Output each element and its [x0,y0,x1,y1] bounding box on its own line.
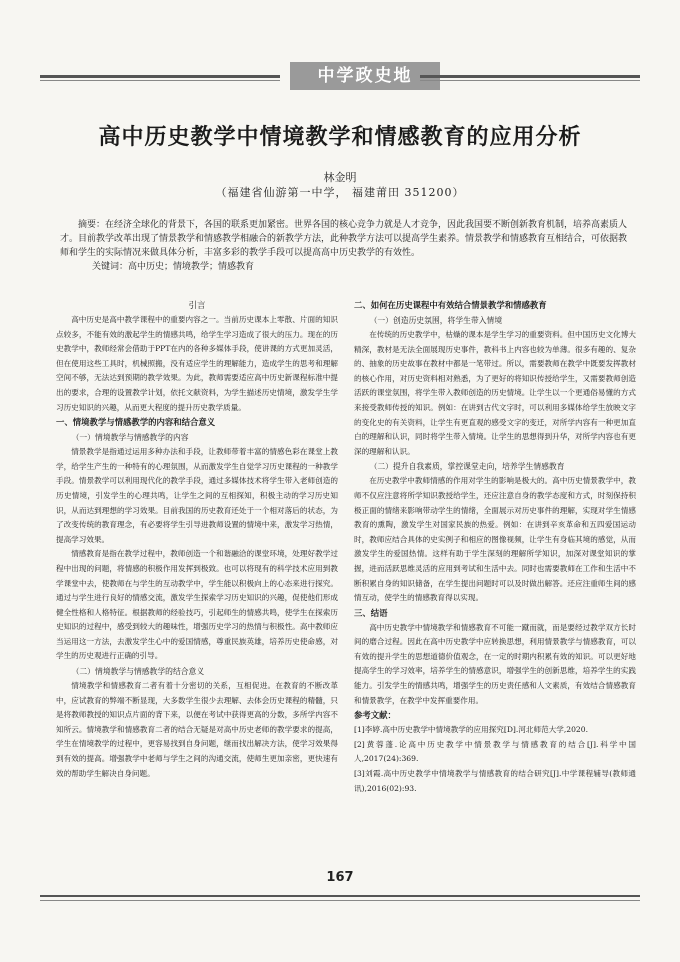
section-header [40,62,640,90]
abstract-block [60,218,630,274]
section-heading: 引言 [188,300,206,310]
page-number: 167 [326,870,354,885]
body-paragraph: 在传统的历史教学中，枯燥的课本是学生学习的重要资料。但中国历史文化博大精深，教材是无法全面展现历史事件，教科书上内容也较为单薄。很多有趣的、复杂的、抽象的历史故事在教材中都是一笔带过。所以，需要教师在教学中既要发挥教材的核心作用，对历史资料相对熟悉，为了更好的将知识传授给学生，又需要教师创造活跃的课堂氛围，将学生带入教师创造的历史情境。让学生以一个更通俗易懂的方式来接受教师传授的知识。例如：在讲到古代文字时，可以利用多媒体给学生放映文字的变化史的有关资料，让学生有更直观的感受文字的变迁，对所学内容有一种更加直白的理解和认识，同时将学生带入情境。让学生的思想得到升华，对所学内容也有更深的理解和认识。 [354,330,636,456]
section-tag: 中学政史地 [290,62,440,90]
reference-item: [1]李婷.高中历史教学中情境教学的应用探究[D].河北师范大学,2020. [354,725,588,735]
body-paragraph: 在历史教学中教师情感的作用对学生的影响是极大的。高中历史情景教学中，教师不仅应注意将所学知识教授给学生，还应注意自身的教学态度和方式，时刻保持积极正面的情绪来影响带动学生的情绪，全面展示对历史事件的理解，实现对学生情感教育的熏陶，激发学生对国家民族的热爱。例如：在讲到辛亥革命和五四爱国运动时，教师应结合具体的史实例子和相应的图像视频，让学生有身临其境的感觉，从而激发学生的爱国热情。这样有助于学生深刻的理解所学知识，加深对课堂知识的掌握，进而活跃思维灵活的应用到考试和生活中去。同时也需要教师在工作和生活中不断积累自身的知识储备，在学生提出问题时可以及时做出解答。还应注重师生间的感情互动，使学生的情感教育得以实现。 [354,476,636,603]
author-name: 林金明 [323,171,357,184]
author-affiliation: （福建省仙游第一中学， 福建莆田 351200） [215,186,465,199]
reference-item: [3]刘霞.高中历史教学中情境教学与情感教育的结合研究[J].中学课程辅导(教师通讯),2016(02):93. [354,769,636,793]
body-paragraph: 情景教学是指通过运用多种办法和手段，让教师带着丰富的情感色彩在课堂上教学，给学生产生的一种特有的心理氛围，从而激发学生自觉学习历史课程的一种教学手段。情景教学可以利用现代化的教学手段，通过多媒体技术将学生带入老师创造的历史情境，引发学生的心理共鸣，让学生之间的互相探知，积极主动的学习历史知识，从而达到理想的学习效果。目前我国的历史教育还处于一个相对落后的状态，为了改变传统的教育理念，有必要将学生引导进教师设置的情境中来，激发学习热情，提高学习效果。 [56,447,338,544]
subsection-heading: （二）提升自我素质，掌控课堂走向，培养学生情感教育 [369,462,565,472]
body-paragraph: 高中历史是高中教学课程中的重要内容之一。当前历史课本上零散、片面的知识点较多，不能有效的激起学生的情感共鸣，给学生学习造成了很大的压力。现在的历史教学中，教师经常会借助于PPT在内的各种多媒体手段，使讲课的方式更加灵活，但在使用这些工具时，机械照搬，没有适应学生的理解能力，造成学生的思考和理解空间不够，无法达到预期的教学效果。为此，教师需要适应高中历史新课程标准中提出的要求，合理的设置教学计划，依托文献资料，为学生描述历史情境，激发学生学习历史知识的兴趣，从而更大程度的提升历史教学质量。 [56,315,338,412]
abstract-text: 摘要：在经济全球化的背景下，各国的联系更加紧密。世界各国的核心竞争力就是人才竞争，因此我国要不断创新教育机制，培养高素质人才。目前教学改革出现了情景教学和情感教学相融合的新教学方法，此种教学方法可以提高学生素养。情景教学和情感教育互相结合，可依据教师和学生的实际情况来做具体分析，丰富多彩的教学手段可以提高高中历史教学的有效性。 [60,220,628,258]
section-heading: 三、结语 [354,607,388,618]
left-column [56,298,338,781]
right-column [354,298,636,796]
body-paragraph: 情境教学和情感教育二者有着十分密切的关系，互相促进。在教育的不断改革中，应试教育的弊端不断显现，大多数学生很少去理解、去体会历史课程的精髓，只是将教师教授的知识点片面的背下来，以便在考试中获得更高的分数，多所学内容不知所云。情境教学和情感教育二者的结合无疑是对高中历史老师的教学要求的提高，学生在情境教学的过程中，更容易找到自身问题，继而找出解决方法，使学习效果得到有效的提高。增强教学中老师与学生之间的沟通交流，使师生更加亲密，更快速有效的帮助学生解决自身问题。 [56,681,338,778]
section-heading: 参考文献： [354,710,396,721]
section-heading: 二、如何在历史课程中有效结合情景教学和情感教育 [354,300,547,310]
subsection-heading: （二）情境教学与情感教学的结合意义 [71,667,205,677]
footer-rules [40,895,640,904]
subsection-heading: （一）情境教学与情感教学的内容 [71,433,189,443]
section-heading: 一、情境教学与情感教学的内容和结合意义 [56,417,216,428]
reference-item: [2]黄蓉蓬.论高中历史教学中情景教学与情感教育的结合[J].科学中国人,2017(24):369. [354,739,636,764]
body-paragraph: 情感教育是指在教学过程中，教师创造一个和谐融洽的课堂环境，处理好教学过程中出现的问题，将情感的积极作用发挥到极致。也可以将现有的科学技术应用到教学课堂中去，使教师在与学生的互动教学中，学生能以积极向上的心态来进行探究。通过与学生进行良好的情感交流，激发学生探索学习历史知识的兴趣，促使他们形成健全性格和人格特征。根据教师的经验技巧，引起师生的情感共鸣，使学生在探索历史知识的过程中，感受到较大的趣味性，增强历史学习的热情与积极性。高中教师应当运用这一方法，去激发学生心中的爱国情感，尊重民族英雄，培养历史使命感，对学生的历史观进行正确的引导。 [56,549,338,661]
header-rule-left [40,75,280,78]
header-rule-right [420,75,640,78]
article-title: 高中历史教学中情境教学和情感教育的应用分析 [98,124,582,150]
subsection-heading: （一）创造历史氛围，将学生带入情境 [369,316,503,325]
body-paragraph: 高中历史教学中情境教学和情感教育不可能一蹴而就，而是要经过教学双方长时间的磨合过程。因此在高中历史教学中应转换思想，利用情景教学与情感教育，可以有效的提升学生的思想道德价值观念，在一定的时期内积累有效的知识。可以更好地提高学生的学习效率，培养学生的情感意识，增强学生的创新思维，培养学生的实践能力。引发学生的情感共鸣，增强学生的历史责任感和人文素质，有效结合情感教育和情景教学，在教学中发挥重要作用。 [354,622,636,705]
keywords: 关键词：高中历史；情境教学；情感教育 [92,262,255,272]
